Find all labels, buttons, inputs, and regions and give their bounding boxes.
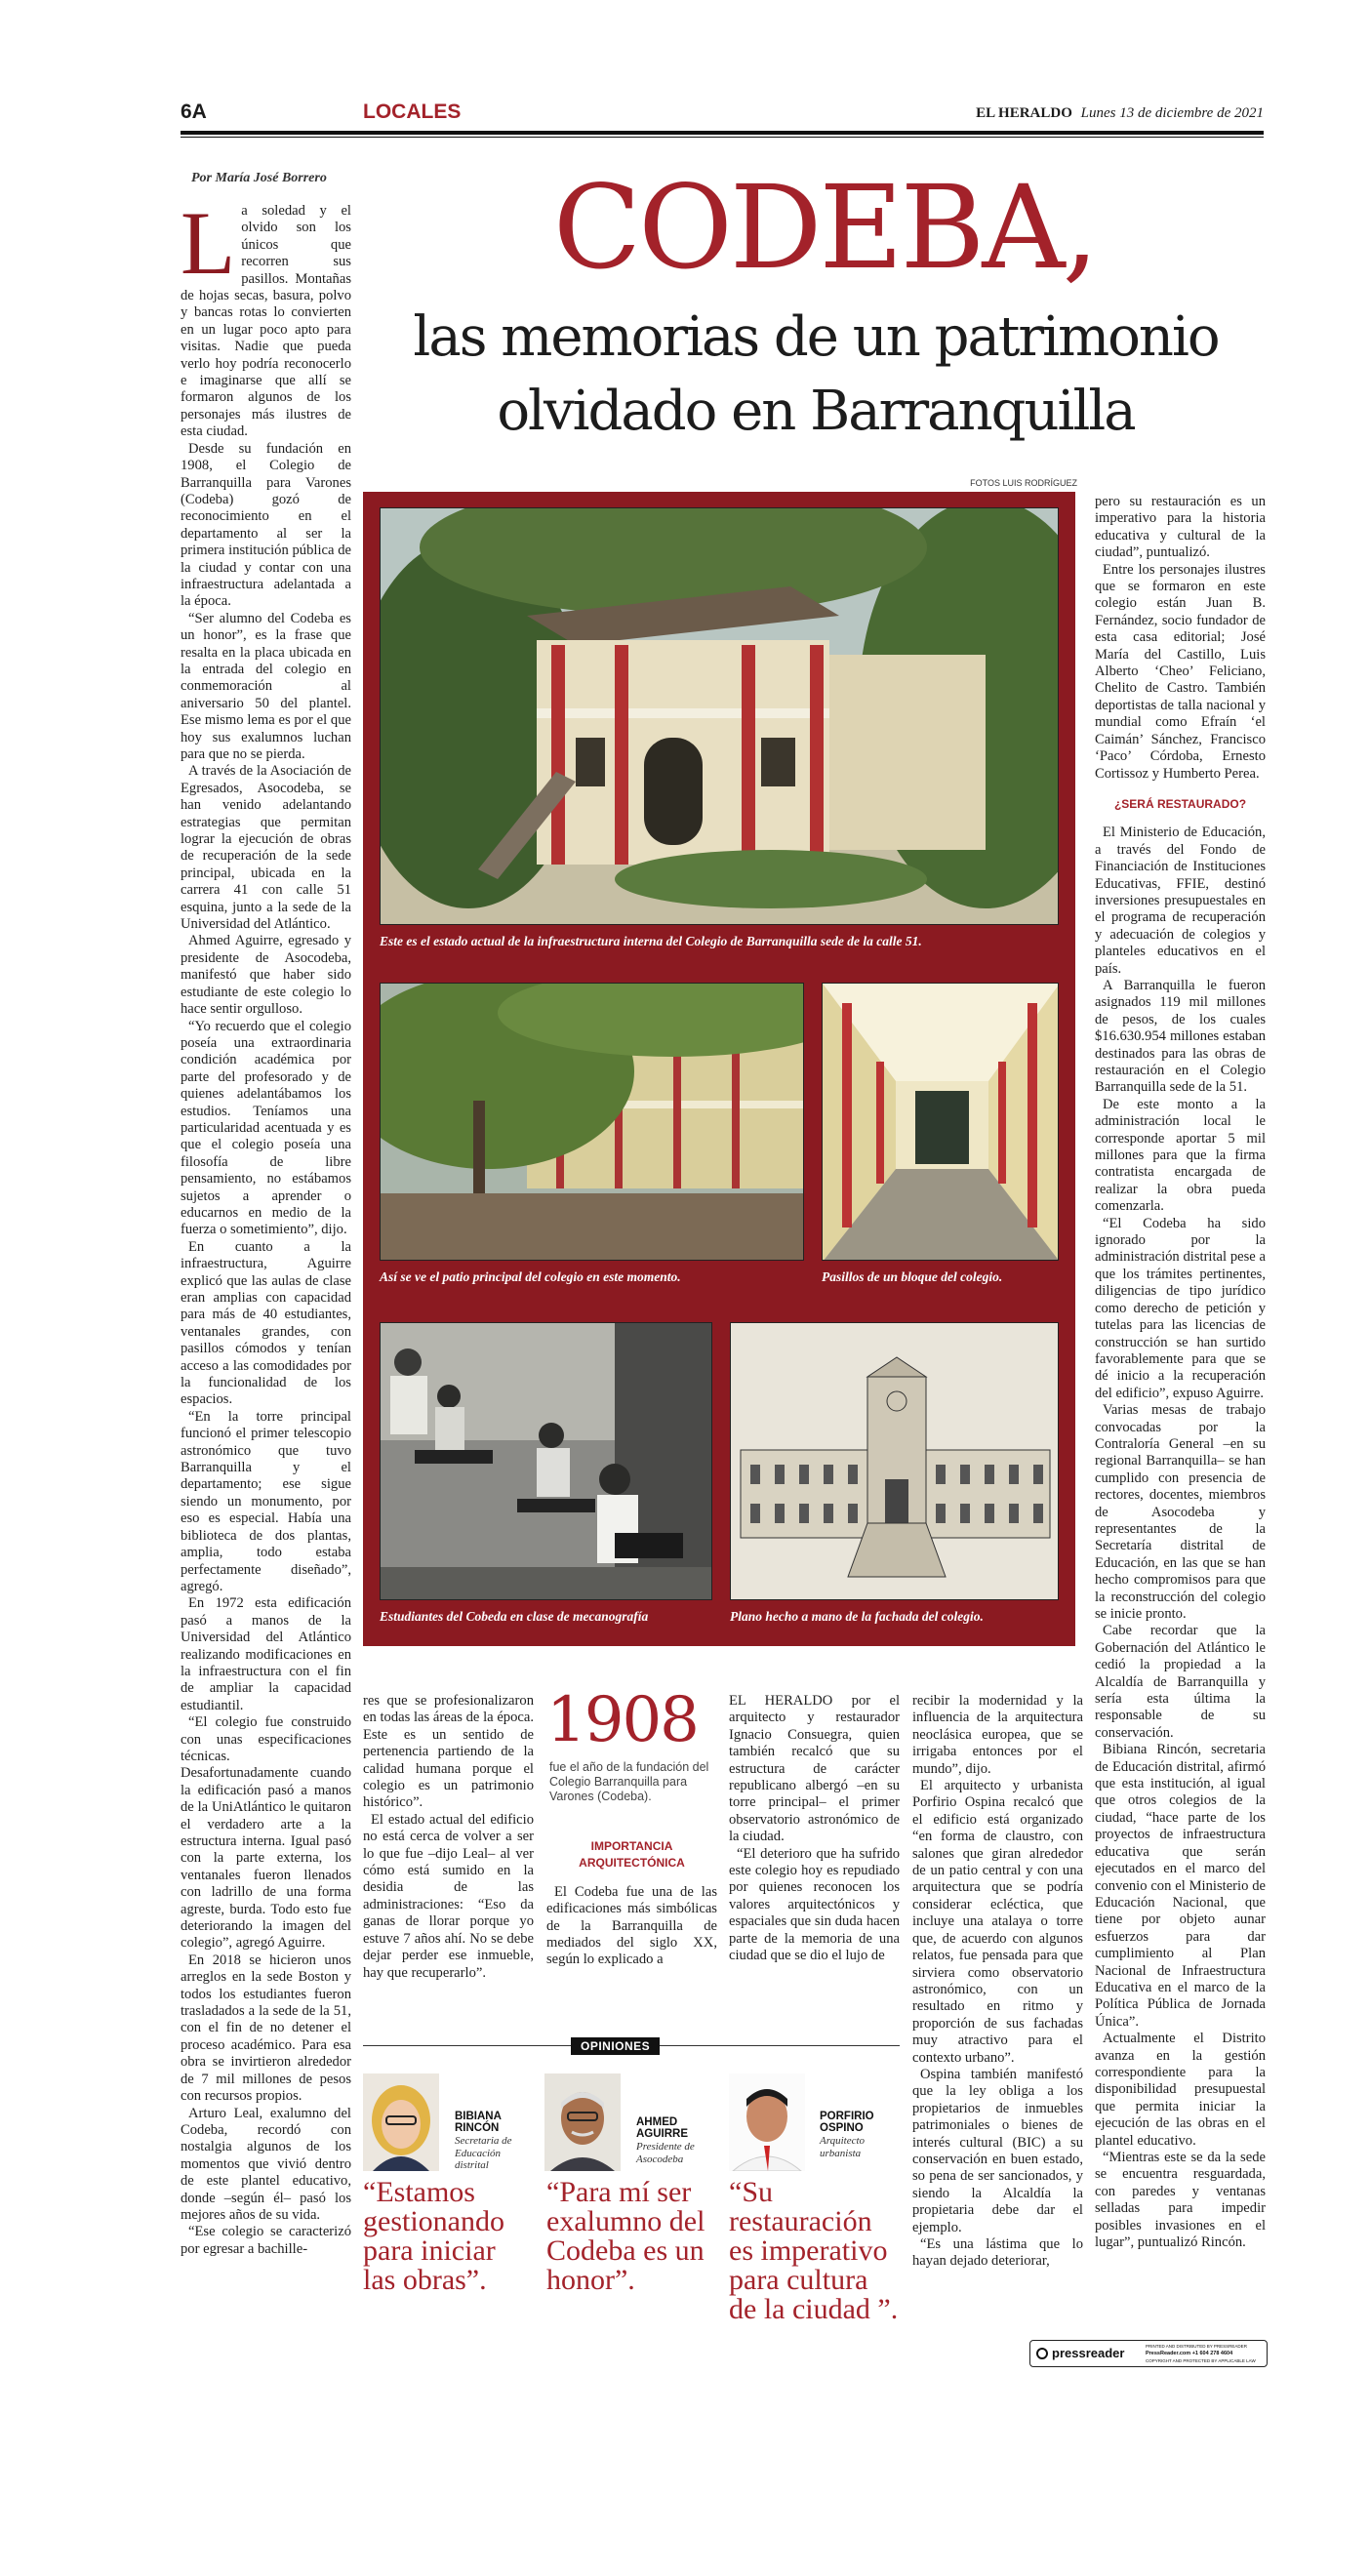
- col1-p13: “Ese colegio se caracterizó por egresar a bachille-: [181, 2224, 351, 2257]
- col1-p2: Desde su fundación en 1908, el Colegio de Barranquilla para Varones (Codeba) gozó de reconocimiento en el departamento al ser la primera institución pública de la ciudad y contar con una infraestructura adelantada a la época.: [181, 440, 351, 610]
- col6-p2: Entre los personajes ilustres que se formaron en este colegio están Juan B. Fernández, socio fundador de esta casa editorial; José María del Castillo, Luis Alberto ‘Cheo’ Feliciano, Chelito de Castro. También deportistas de talla nacional y mundial como Efraín ‘el Caimán’ Sánchez, Francisco ‘Paco’ Córdoba, Ernesto Cortissoz y Humberto Perea.: [1095, 561, 1266, 782]
- pressreader-small1: PRINTED AND DISTRIBUTED BY PRESSREADER: [1146, 2344, 1247, 2349]
- col5-p2: El arquitecto y urbanista Porfirio Ospina recalcó que el edificio está organizado “en forma de claustro, con salones que giran alrededor de un patio central y con una arquitectura que se podría considerar ecléctica, que incluye una atalaya o torre que, de acuerdo con algunos relatos, fue pensada para que sirviera como observatorio astronómico, con un resultado en ritmo y proporción de sus fachadas muy atractivo para el contexto urbano”.: [912, 1778, 1083, 2066]
- drop-cap: L: [181, 203, 236, 293]
- page-number: 6A: [181, 101, 207, 123]
- photo-credit: FOTOS LUIS RODRÍGUEZ: [970, 478, 1077, 488]
- article-column-3: [546, 1825, 717, 1991]
- col6-p8: Cabe recordar que la Gobernación del Atlántico le cedió la propiedad a la Alcaldía de Barranquilla y sería esta última la responsable de su conservación.: [1095, 1623, 1266, 1741]
- estudiantes-illustration: [381, 1323, 712, 1600]
- caption-estudiantes: Estudiantes del Cobeda en clase de mecanografía: [380, 1609, 649, 1624]
- article-column-6: [1095, 494, 1266, 2295]
- pressreader-small2: PressReader.com +1 604 278 4604: [1146, 2351, 1233, 2356]
- article-column-4: [729, 1693, 900, 1986]
- col1-p8: “En la torre principal funcionó el primer telescopio astronómico que tuvo Barranquilla y el departamento; ese sigue siendo un monumento, por eso es especial. Había una biblioteca de dos plantas, amplia, todo estaba perfectamente diseñado”, agregó.: [181, 1408, 351, 1594]
- opinion-2-name1: AHMED: [636, 2116, 678, 2128]
- col5-p4: “Es una lástima que lo hayan dejado deteriorar,: [912, 2236, 1083, 2270]
- issue-date: Lunes 13 de diciembre de 2021: [1080, 105, 1264, 121]
- col1-p1: a soledad y el olvido son los únicos que recorren sus pasillos. Montañas de hojas secas, basura, polvo y bancas rotas lo convierten en un lugar poco apto para visitas. Nadie que pueda verlo hoy podría reconocerlo e imaginarse que allí se formaron algunos de los personajes más ilustres de esta ciudad.: [181, 203, 351, 440]
- paper-name: EL HERALDO: [976, 105, 1072, 121]
- subhead-importancia: IMPORTANCIA ARQUITECTÓNICA: [579, 1839, 685, 1871]
- col6-p6: “El Codeba ha sido ignorado por la administración distrital pese a que los trámites pertinentes, diligencias de tipo jurídico como derecho de petición y tutelas para las licencias de construcción se han surtido favorablemente para que se dé inicio a la recuperación del edificio”, expuso Aguirre.: [1095, 1215, 1266, 1401]
- col6-p3: El Ministerio de Educación, a través del Fondo de Financiación de Instituciones Educativas, FFIE, destinó inversiones presupuestales en el programa de recuperación y adecuación de colegios y planteles educativos en el país.: [1095, 825, 1266, 977]
- building-illustration: [381, 508, 1059, 925]
- opinion-1-name1: BIBIANA: [455, 2111, 502, 2122]
- col2-p2: El estado actual del edificio no está cerca de volver a ser lo que fue –dijo Leal– al ver cómo está sumido en la desidia de las administraciones: “Eso da ganas de llorar porque yo estuve 7 años ahí. No se debe dejar perder ese inmueble, hay que recuperarlo”.: [363, 1811, 534, 1981]
- col1-p4: A través de la Asociación de Egresados, Asocodeba, se han venido adelantando estrategias que permitan lograr la ejecución de obras de recuperación de la sede principal, ubicada en la carrera 41 con calle 51 esquina, junto a la sede de la Universidad del Atlántico.: [181, 763, 351, 933]
- caption-patio: Así se ve el patio principal del colegio en este momento.: [380, 1269, 681, 1284]
- article-column-2: [363, 1693, 534, 1986]
- opinion-2-name2: AGUIRRE: [636, 2128, 689, 2140]
- patio-illustration: [381, 984, 804, 1261]
- section-name: LOCALES: [363, 101, 462, 123]
- col6-p4: A Barranquilla le fueron asignados 119 mil millones de pesos, de los cuales $16.630.954 millones estaban destinados para las obras de restauración en el Colegio Barranquilla sede de la 51.: [1095, 977, 1266, 1096]
- opinion-3-quote: “Su restauración es imperativo para cultura de la ciudad ”.: [729, 2176, 899, 2325]
- col1-p5: Ahmed Aguirre, egresado y presidente de Asocodeba, manifestó que haber sido estudiante de este colegio lo hace sentir orgulloso.: [181, 933, 351, 1018]
- subhead-restaurado: ¿SERÁ RESTAURADO?: [1113, 796, 1247, 811]
- headline-line3: olvidado en Barranquilla: [497, 380, 1135, 443]
- avatar-ahmed-svg: [544, 2073, 621, 2171]
- avatar-ahmed: [544, 2073, 621, 2171]
- col1-p11: En 2018 se hicieron unos arreglos en la sede Boston y todos los estudiantes fueron trasladados a la sede de la 51, con el fin de no detener el proceso académico. Para esa obra se invirtieron alrededor de 7 mil millones de pesos con recursos propios.: [181, 1952, 351, 2105]
- col4-p1: EL HERALDO por el arquitecto y restaurador Ignacio Consuegra, quien también recalcó que su estructura de carácter republicano albergó –en su torre principal– el primer observatorio astronómico de la ciudad.: [729, 1693, 900, 1845]
- col6-p5: De este monto a la administración local le corresponde aportar 5 mil millones para que la firma contratista encargada de realizar la obra pueda comenzarla.: [1095, 1096, 1266, 1215]
- opiniones-label: OPINIONES: [571, 2037, 660, 2055]
- opinion-3-role: Arquitecto urbanista: [820, 2135, 866, 2159]
- factbox-text: fue el año de la fundación del Colegio Barranquilla para Varones (Codeba).: [549, 1760, 709, 1803]
- col6-p10: Actualmente el Distrito avanza en la gestión correspondiente para la disponibilidad presupuestal que permita iniciar la ejecución de las obras en el plantel educativo.: [1095, 2031, 1266, 2149]
- col6-p9: Bibiana Rincón, secretaria de Educación distrital, afirmó que esta institución, al igual que otros colegios de la ciudad, “hace parte de los proyectos de infraestructura educativa que serán ejecutados en el marco del convenio con el Ministerio de Educación Nacional, que tiene por objeto aunar esfuerzos para dar cumplimiento al Plan Nacional de Infraestructura Educativa en el marco de la Política Pública de Jornada Única”.: [1095, 1742, 1266, 2030]
- caption-plano: Plano hecho a mano de la fachada del colegio.: [730, 1609, 984, 1624]
- byline: Por María José Borrero: [191, 171, 327, 185]
- photo-main-building: [380, 507, 1059, 925]
- col6-p11: “Mientras este se da la sede se encuentra resguardada, con paredes y ventanas selladas para impedir posibles invasiones en el lugar”, puntualizó Rincón.: [1095, 2150, 1266, 2251]
- plano-illustration: [731, 1323, 1059, 1600]
- opinion-2-role: Presidente de Asocodeba: [636, 2141, 695, 2165]
- pasillos-illustration: [823, 984, 1059, 1261]
- col1-p10: “El colegio fue construido con unas especificaciones técnicas. Desafortunadamente cuando la edificación pasó a manos de la UniAtlántico le quitaron el verdadero arte a la estructura interna. Igual pasó con la parte externa, los ventanales fueron llenados con ladrillo de una forma agreste, burda. Todo esto fue deteriorando la imagen del colegio”, agregó Aguirre.: [181, 1714, 351, 1952]
- opinion-1-name2: RINCÓN: [455, 2122, 500, 2134]
- col6-p1: pero su restauración es un imperativo para la historia educativa y cultural de la ciudad”, puntualizó.: [1095, 494, 1266, 561]
- article-column-1: [181, 203, 351, 2295]
- header-rule: [181, 131, 1264, 135]
- photo-plano: [730, 1322, 1059, 1600]
- photo-pasillos: [822, 983, 1059, 1261]
- caption-pasillos: Pasillos de un bloque del colegio.: [822, 1269, 1003, 1284]
- photo-patio: [380, 983, 804, 1261]
- header-rule-thin: [181, 137, 1264, 138]
- opinion-3-name2: OSPINO: [820, 2122, 864, 2134]
- headline-main: CODEBA,: [552, 160, 1097, 295]
- col1-p7: En cuanto a la infraestructura, Aguirre explicó que las aulas de clase eran amplias con capacidad para más de 40 estudiantes, ventanales grandes, con pasillos cómodos y tenían acceso a las comodidades por la funcionalidad de los espacios.: [181, 1238, 351, 1408]
- article-column-5: [912, 1693, 1083, 2295]
- pressreader-badge: [1029, 2340, 1268, 2367]
- pressreader-logo-icon: [1036, 2348, 1048, 2359]
- col3-p1: El Codeba fue una de las edificaciones más simbólicas de la Barranquilla de mediados del siglo XX, según lo explicado a: [546, 1883, 717, 1968]
- col1-p3: “Ser alumno del Codeba es un honor”, es la frase que resalta en la placa ubicada en la entrada del colegio en conmemoración al aniversario 50 del plantel. Ese mismo lema es por el que hoy sus exalumnos luchan para que no se pierda.: [181, 610, 351, 762]
- avatar-porfirio-svg: [729, 2073, 805, 2171]
- opinion-3-name1: PORFIRIO: [820, 2111, 874, 2122]
- opinion-1-role: Secretaria de Educación distrital: [455, 2135, 512, 2171]
- col4-p2: “El deterioro que ha sufrido este colegio hoy es repudiado por quienes reconocen los valores arquitectónicos y espaciales que sin duda hacen parte de la memoria de una ciudad que se dio el lujo de: [729, 1845, 900, 1964]
- col6-p7: Varias mesas de trabajo convocadas por la Contraloría General –en su regional Barranquilla– se han cumplido con presencia de rectores, docentes, miembros de Asocodeba y representantes de la Secretaría distrital de Educación, en las que se han hecho compromisos para que la reconstrucción del colegio se inicie pronto.: [1095, 1402, 1266, 1622]
- pressreader-small3: COPYRIGHT AND PROTECTED BY APPLICABLE LAW: [1146, 2358, 1256, 2363]
- avatar-bibiana: [363, 2073, 439, 2171]
- col1-p9: En 1972 esta edificación pasó a manos de la Universidad del Atlántico realizando modificaciones en la infraestructura con el fin de ampliar la capacidad estudiantil.: [181, 1595, 351, 1713]
- col1-p12: Arturo Leal, exalumno del Codeba, recordó con nostalgia algunos de los momentos que vivió dentro de este plantel educativo, donde –según él– pasó los mejores años de su vida.: [181, 2105, 351, 2223]
- col2-p1: res que se profesionalizaron en todas las áreas de la época. Este es un sentido de pertenencia partiendo de la calidad humana porque el colegio es un patrimonio histórico”.: [363, 1693, 534, 1811]
- factbox-year: 1908: [546, 1684, 698, 1756]
- col5-p1: recibir la modernidad y la influencia de la arquitectura neoclásica europea, que se irrigaba entonces por el mundo”, dijo.: [912, 1693, 1083, 1777]
- avatar-bibiana-svg: [363, 2073, 439, 2171]
- masthead-info: [976, 103, 1264, 122]
- opinion-2-quote: “Para mí ser exalumno del Codeba es un honor”.: [546, 2176, 705, 2296]
- avatar-porfirio: [729, 2073, 805, 2171]
- pressreader-brand: pressreader: [1052, 2346, 1125, 2360]
- photo-estudiantes: [380, 1322, 712, 1600]
- caption-main: Este es el estado actual de la infraestructura interna del Colegio de Barranquilla sede de la calle 51.: [380, 934, 922, 948]
- col5-p3: Ospina también manifestó que la ley obliga a los propietarios de inmuebles patrimoniales o bienes de interés cultural (BIC) a su conservación en buen estado, so pena de ser sancionados, y siendo la Alcaldía la propietaria debe dar el ejemplo.: [912, 2066, 1083, 2235]
- headline-line2: las memorias de un patrimonio: [413, 305, 1219, 369]
- opinion-1-quote: “Estamos gestionando para iniciar las obras”.: [363, 2176, 504, 2296]
- col1-p6: “Yo recuerdo que el colegio poseía una extraordinaria condición académica por parte del profesorado y de quienes adelantábamos los estudios. Teníamos una particularidad acentuada y es que el colegio poseía una filosofía de libre pensamiento, no estábamos sujetos a aprender o educarnos en medio de la fuerza o sometimiento”, dijo.: [181, 1018, 351, 1238]
